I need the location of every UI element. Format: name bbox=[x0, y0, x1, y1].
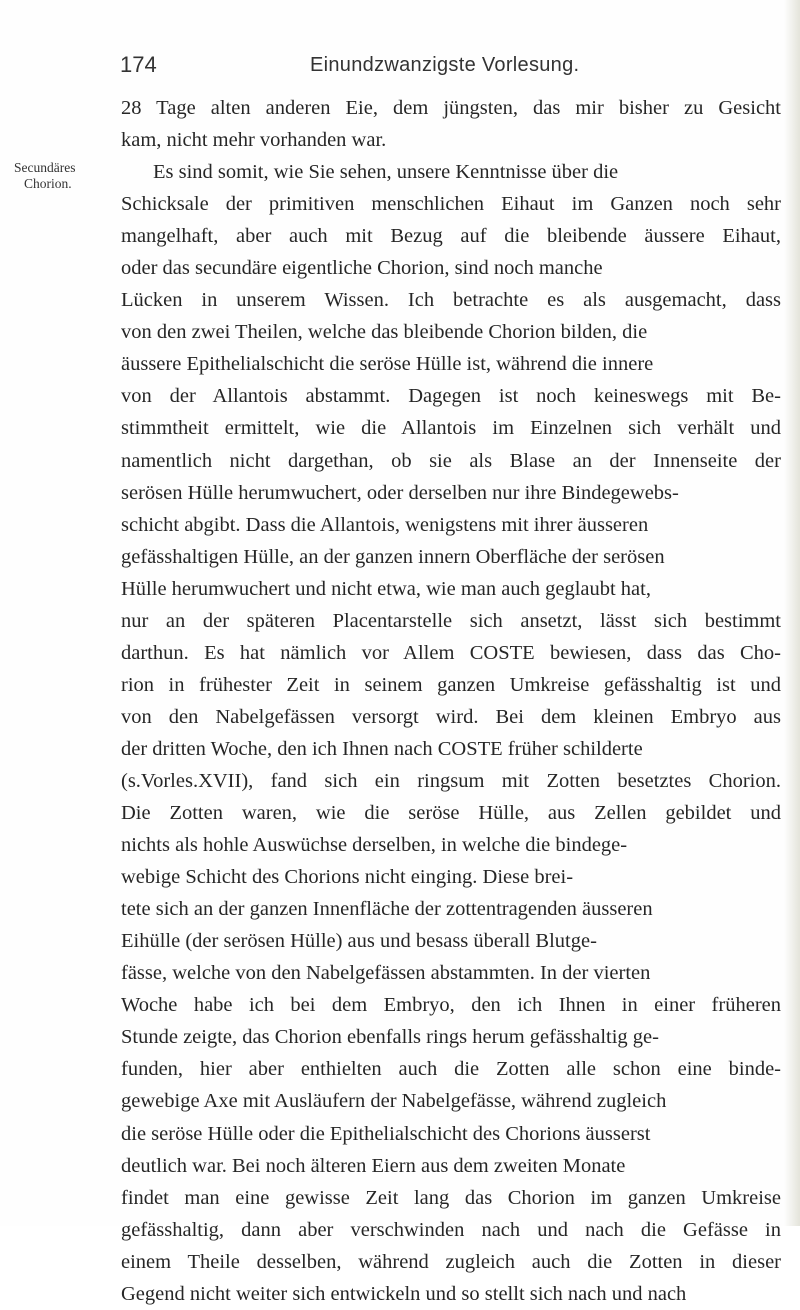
text-line: Hülle herumwuchert und nicht etwa, wie man auch geglaubt hat, bbox=[121, 577, 651, 600]
text-line: findet man eine gewisse Zeit lang das Chorion im ganzen Umkreise bbox=[121, 1186, 781, 1209]
text-line: serösen Hülle herumwuchert, oder derselben nur ihre Bindegewebs- bbox=[121, 481, 679, 504]
text-line: nur an der späteren Placentarstelle sich ansetzt, lässt sich bestimmt bbox=[121, 609, 781, 632]
text-line: von der Allantois abstammt. Dagegen ist noch keineswegs mit Be- bbox=[121, 385, 781, 408]
body-text bbox=[121, 92, 781, 1310]
text-line: oder das secundäre eigentliche Chorion, sind noch manche bbox=[121, 257, 603, 280]
text-line: stimmtheit ermittelt, wie die Allantois im Einzelnen sich verhält und bbox=[121, 417, 781, 440]
text-line: namentlich nicht dargethan, ob sie als Blase an der Innenseite der bbox=[121, 449, 781, 472]
margin-note bbox=[14, 160, 114, 192]
text-line: Gegend nicht weiter sich entwickeln und so stellt sich nach und nach bbox=[121, 1282, 687, 1305]
text-line: mangelhaft, aber auch mit Bezug auf die bleibende äussere Eihaut, bbox=[121, 225, 781, 248]
text-line: rion in frühester Zeit in seinem ganzen Umkreise gefässhaltig ist und bbox=[121, 673, 781, 696]
text-line: die seröse Hülle oder die Epithelialschicht des Chorions äusserst bbox=[121, 1122, 651, 1145]
text-line: Schicksale der primitiven menschlichen Eihaut im Ganzen noch sehr bbox=[121, 193, 781, 216]
text-line: einem Theile desselben, während zugleich auch die Zotten in dieser bbox=[121, 1250, 781, 1273]
text-line: webige Schicht des Chorions nicht einging. Diese brei- bbox=[121, 866, 574, 889]
text-line: Eihülle (der serösen Hülle) aus und besass überall Blutge- bbox=[121, 930, 597, 953]
text-line: gefässhaltigen Hülle, an der ganzen innern Oberfläche der serösen bbox=[121, 545, 665, 568]
text-line: kam, nicht mehr vorhanden war. bbox=[121, 129, 387, 152]
page-header bbox=[100, 48, 660, 84]
text-line: schicht abgibt. Dass die Allantois, wenigstens mit ihrer äusseren bbox=[121, 513, 649, 536]
text-line: Die Zotten waren, wie die seröse Hülle, aus Zellen gebildet und bbox=[121, 802, 781, 825]
text-line: Es sind somit, wie Sie sehen, unsere Kenntnisse über die bbox=[153, 161, 619, 184]
text-line: nichts als hohle Auswüchse derselben, in welche die bindege- bbox=[121, 834, 628, 857]
text-line: von den zwei Theilen, welche das bleibende Chorion bilden, die bbox=[121, 321, 648, 344]
text-line: Lücken in unserem Wissen. Ich betrachte es als ausgemacht, dass bbox=[121, 289, 781, 312]
margin-note-line: Secundäres bbox=[14, 160, 76, 175]
text-line: äussere Epithelialschicht die seröse Hülle ist, während die innere bbox=[121, 353, 654, 376]
text-line: funden, hier aber enthielten auch die Zotten alle schon eine binde- bbox=[121, 1058, 781, 1081]
text-line: fässe, welche von den Nabelgefässen abstammten. In der vierten bbox=[121, 962, 651, 985]
text-line: Woche habe ich bei dem Embryo, den ich Ihnen in einer früheren bbox=[121, 994, 781, 1017]
running-head: Einundzwanzigste Vorlesung. bbox=[310, 54, 580, 76]
text-line: darthun. Es hat nämlich vor Allem COSTE bewiesen, dass das Cho- bbox=[121, 641, 781, 664]
text-line: tete sich an der ganzen Innenfläche der zottentragenden äusseren bbox=[121, 898, 653, 921]
text-line: gewebige Axe mit Ausläufern der Nabelgefässe, während zugleich bbox=[121, 1090, 667, 1113]
text-line: der dritten Woche, den ich Ihnen nach COSTE früher schilderte bbox=[121, 737, 643, 760]
page-edge-shadow bbox=[784, 0, 800, 1226]
text-line: gefässhaltig, dann aber verschwinden nach und nach die Gefässe in bbox=[121, 1218, 781, 1241]
text-line: Stunde zeigte, das Chorion ebenfalls rings herum gefässhaltig ge- bbox=[121, 1026, 659, 1049]
text-line: deutlich war. Bei noch älteren Eiern aus dem zweiten Monate bbox=[121, 1154, 626, 1177]
text-line: (s.Vorles.XVII), fand sich ein ringsum mit Zotten besetztes Chorion. bbox=[121, 769, 781, 792]
text-line: von den Nabelgefässen versorgt wird. Bei dem kleinen Embryo aus bbox=[121, 705, 781, 728]
margin-note-line: Chorion. bbox=[24, 176, 72, 191]
text-line: 28 Tage alten anderen Eie, dem jüngsten, das mir bisher zu Gesicht bbox=[121, 97, 781, 119]
page-number: 174 bbox=[120, 52, 157, 77]
